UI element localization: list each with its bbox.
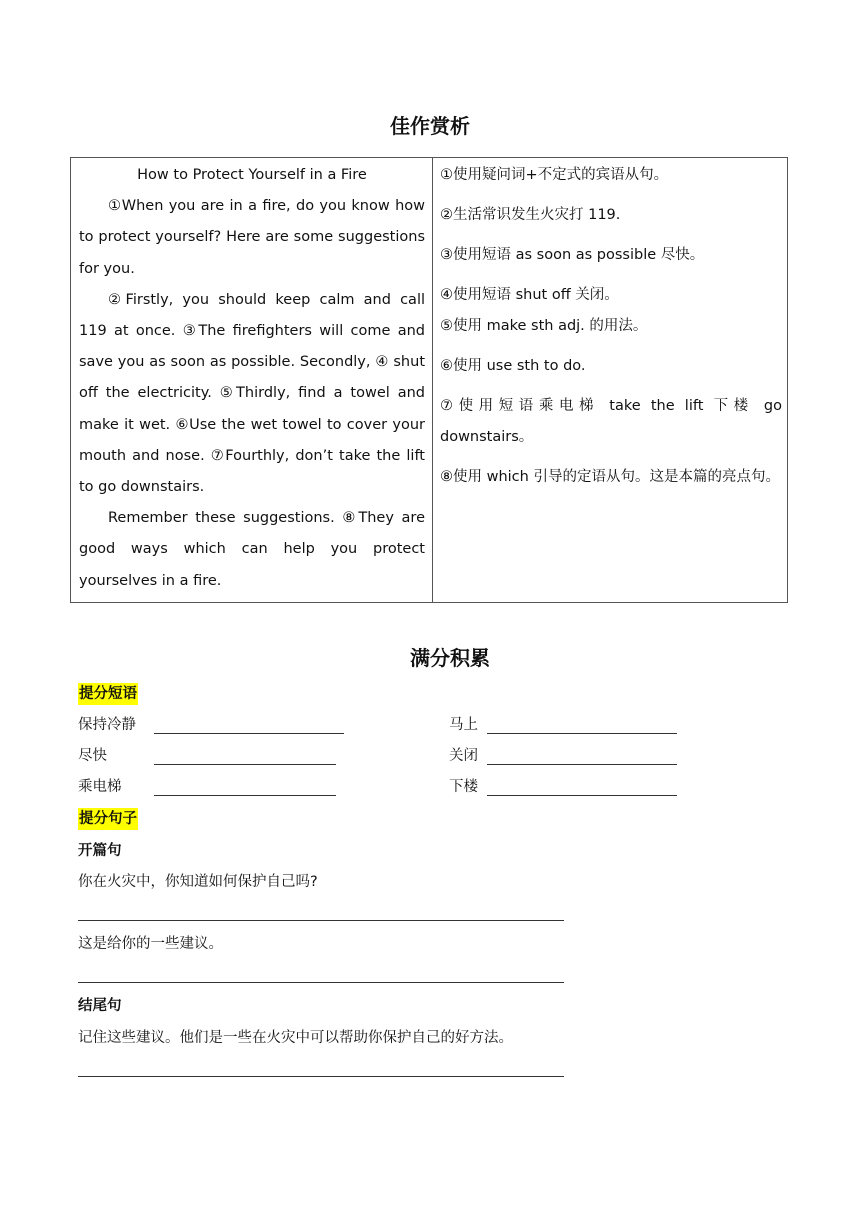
phrase-shut-off: 关闭 bbox=[449, 748, 478, 764]
note-1: ①使用疑问词+不定式的宾语从句。 bbox=[440, 167, 669, 183]
section-title-appreciation: 佳作赏析 bbox=[390, 114, 470, 138]
essay-table bbox=[70, 157, 788, 603]
phrase-take-lift: 乘电梯 bbox=[78, 779, 122, 795]
section-title-accumulation: 满分积累 bbox=[410, 646, 490, 670]
essay-paragraph-2: ②Firstly, you should keep calm and call 119 at once. ③The firefighters will come and save you as soon as possible. Secondly, ④ shut off the electricity. ⑤Thirdly, find a towel and make it wet. ⑥Use the wet towel to cover your mouth and nose. ⑦Fourthly, don’t take the lift to go downstairs. bbox=[79, 291, 425, 496]
note-3: ③使用短语 as soon as possible 尽快。 bbox=[440, 247, 705, 263]
answer-line[interactable] bbox=[487, 795, 677, 796]
answer-line[interactable] bbox=[78, 1076, 564, 1077]
opening-sentence-1: 你在火灾中，你知道如何保护自己吗? bbox=[78, 874, 318, 890]
phrase-at-once: 马上 bbox=[449, 717, 478, 733]
note-6: ⑥使用 use sth to do. bbox=[440, 358, 586, 374]
phrase-keep-calm: 保持冷静 bbox=[78, 717, 136, 733]
answer-line[interactable] bbox=[154, 764, 336, 765]
note-8: ⑧使用 which 引导的定语从句。这是本篇的亮点句。 bbox=[440, 469, 780, 485]
note-5: ⑤使用 make sth adj. 的用法。 bbox=[440, 318, 648, 334]
note-4: ④使用短语 shut off 关闭。 bbox=[440, 287, 619, 303]
answer-line[interactable] bbox=[487, 733, 677, 734]
answer-line[interactable] bbox=[154, 795, 336, 796]
answer-line[interactable] bbox=[154, 733, 344, 734]
answer-line[interactable] bbox=[78, 920, 564, 921]
phrase-downstairs: 下楼 bbox=[449, 779, 478, 795]
answer-line[interactable] bbox=[487, 764, 677, 765]
essay-heading: How to Protect Yourself in a Fire bbox=[137, 167, 367, 183]
notes-column bbox=[440, 160, 782, 493]
phrases-label: 提分短语 bbox=[78, 683, 138, 705]
sentences-label: 提分句子 bbox=[78, 808, 138, 830]
opening-label: 开篇句 bbox=[78, 843, 122, 859]
phrase-asap: 尽快 bbox=[78, 748, 107, 764]
essay-paragraph-1: ①When you are in a fire, do you know how to protect yourself? Here are some suggestions for you. bbox=[79, 198, 425, 277]
note-7: ⑦使用短语乘电梯 take the lift 下楼 go downstairs。 bbox=[440, 398, 782, 445]
closing-label: 结尾句 bbox=[78, 998, 122, 1014]
column-divider bbox=[432, 158, 433, 602]
essay-column bbox=[79, 160, 425, 597]
opening-sentence-2: 这是给你的一些建议。 bbox=[78, 936, 223, 952]
note-2: ②生活常识发生火灾打 119. bbox=[440, 207, 621, 223]
essay-paragraph-3: Remember these suggestions. ⑧They are good ways which can help you protect yourselves in a fire. bbox=[79, 510, 425, 589]
answer-line[interactable] bbox=[78, 982, 564, 983]
closing-sentence-1: 记住这些建议。他们是一些在火灾中可以帮助你保护自己的好方法。 bbox=[78, 1030, 513, 1046]
